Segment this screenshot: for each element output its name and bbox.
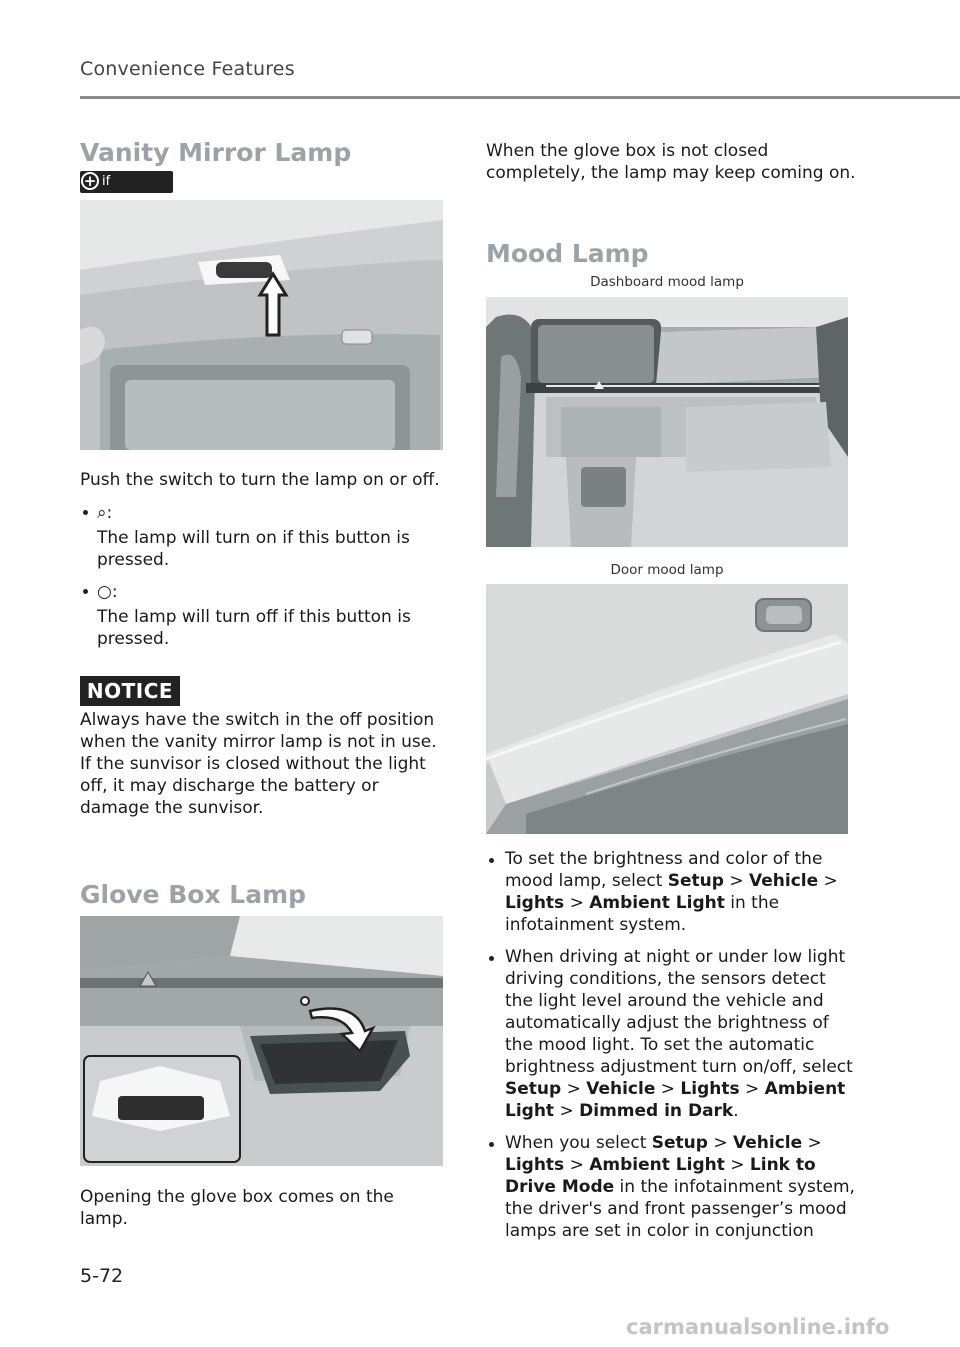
glove-box-continued-text: When the glove box is not closed completely, the lamp may keep coming on. — [486, 141, 856, 183]
lamp-off-text: The lamp will turn off if this button is pressed. — [97, 607, 411, 649]
plus-circle-icon: + — [81, 172, 99, 190]
door-mood-lamp-caption: Door mood lamp — [610, 562, 724, 578]
mood-bullet-brightness-color: To set the brightness and color of the mood lamp, select Setup > Vehicle > Lights > Ambient Light in the infotainment system. — [486, 848, 856, 936]
lamp-off-symbol: ○: — [97, 582, 118, 602]
bullet — [489, 858, 494, 863]
mood-lamp-bullets — [486, 848, 856, 1252]
glove-box-text: Opening the glove box comes on the lamp. — [80, 1187, 394, 1229]
bullet — [489, 1142, 494, 1147]
page-number: 5-72 — [80, 1265, 124, 1287]
lamp-on-symbol: ⌕: — [97, 503, 113, 523]
section-title: Convenience Features — [80, 58, 295, 80]
lamp-on-text: The lamp will turn on if this button is pressed. — [97, 528, 410, 570]
notice-label: NOTICE — [80, 676, 180, 706]
vanity-mirror-lamp-image — [80, 200, 443, 450]
mood-bullet-dimmed-in-dark: When driving at night or under low light driving conditions, the sensors detect the light level around the vehicle and automatically adjust the brightness of the mood light. To set the automatic brightness adjustment turn on/off, select Setup > Vehicle > Lights > Ambient Light > Dimmed in Dark. — [486, 946, 856, 1122]
notice-text: Always have the switch in the off position when the vanity mirror lamp is not in use. If the sunvisor is closed without the light off, it may discharge the battery or damage the sunvisor. — [80, 710, 437, 818]
mood-bullet-link-to-drive-mode: When you select Setup > Vehicle > Lights > Ambient Light > Link to Drive Mode in the infotainment system, the driver's and front passenger’s mood lamps are set in color in conjunction — [486, 1132, 856, 1242]
bullet — [489, 956, 494, 961]
vanity-mirror-lamp-heading: Vanity Mirror Lamp — [80, 138, 352, 167]
vanity-intro-text: Push the switch to turn the lamp on or off. — [80, 470, 440, 490]
bullet — [83, 589, 88, 594]
header-divider — [80, 96, 960, 99]
bullet — [83, 510, 88, 515]
glove-box-lamp-image — [80, 916, 443, 1166]
if-equipped-badge: + if — [80, 171, 173, 193]
mood-lamp-heading: Mood Lamp — [486, 239, 649, 268]
glove-box-lamp-heading: Glove Box Lamp — [80, 880, 307, 909]
dashboard-mood-lamp-image — [486, 297, 848, 547]
watermark: carmanualsonline.info — [626, 1315, 890, 1339]
dashboard-mood-lamp-caption: Dashboard mood lamp — [590, 274, 744, 290]
door-mood-lamp-image — [486, 584, 848, 834]
